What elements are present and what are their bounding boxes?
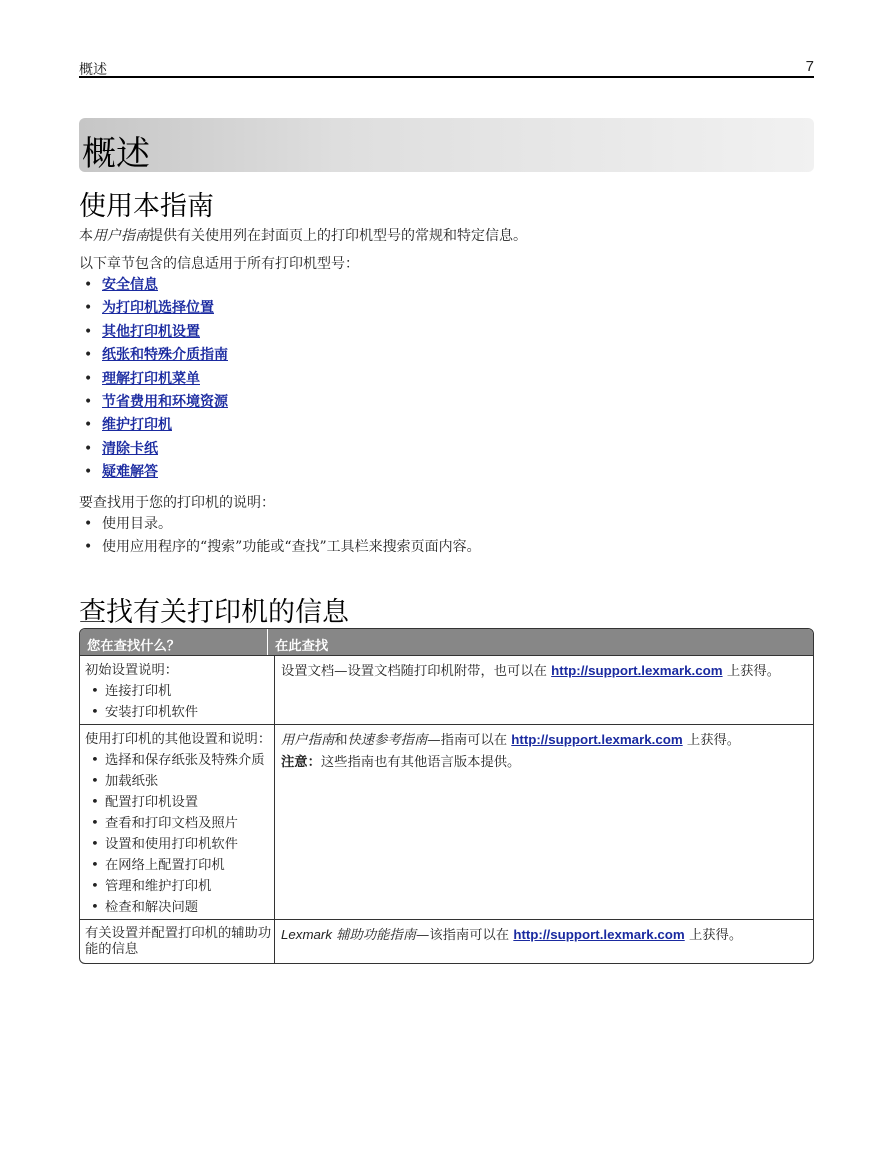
bullet-icon: • [91,753,99,768]
bullet-icon: • [84,277,93,293]
bullet-icon: • [84,539,93,556]
list-item [79,536,481,559]
list-item-text: 配置打印机设置 [105,795,199,810]
list-item-text: 使用应用程序的“搜索”功能或“查找”工具栏来搜索页面内容。 [102,539,481,556]
cell-text: 设置文档—设置文档随打印机附带，也可以在 [281,664,547,679]
bullet-icon: • [84,393,93,410]
bullet-icon: • [84,417,93,434]
list-item [85,702,274,723]
list-item [85,771,274,792]
chapter-link[interactable]: 理解打印机菜单 [102,370,200,387]
running-header-section: 概述 [79,62,107,78]
cell-lead-text: 初始设置说明： [85,663,179,678]
table-cell-what [80,920,275,963]
table-cell-where [275,656,813,724]
list-item [85,750,274,771]
chapter-link[interactable]: 维护打印机 [102,417,172,434]
support-link[interactable]: http://support.lexmark.com [551,663,723,678]
bullet-icon: • [84,300,93,317]
table-row [80,919,813,963]
table-row [80,655,813,724]
bullet-icon: • [91,705,99,720]
bullet-icon: • [84,323,93,340]
support-link[interactable]: http://support.lexmark.com [511,732,683,747]
cell-text: 上获得。 [688,928,743,943]
bullet-icon: • [91,684,99,699]
list-item [79,414,228,437]
cell-paragraph [281,729,813,752]
chapter-link[interactable]: 清除卡纸 [102,440,158,457]
list-item [85,876,274,897]
guide-name: 快速参考指南 [347,733,428,748]
column-header-what: 您在查找什么？ [80,629,268,655]
bullet-icon: • [91,774,99,789]
bullet-icon: • [91,858,99,873]
list-item-text: 查看和打印文档及照片 [105,816,238,831]
table-cell-what [80,656,275,724]
info-table [79,628,814,964]
list-item [79,274,228,297]
cell-list [85,681,274,723]
chapter-title: 概述 [82,134,150,174]
chapter-link-list [79,274,228,485]
chapter-link[interactable]: 疑难解答 [102,464,158,481]
intro-prefix: 本 [79,228,93,244]
running-header [79,58,814,78]
find-intro: 要查找用于您的打印机的说明： [79,495,275,511]
chapter-link[interactable]: 为打印机选择位置 [102,300,214,317]
section-title-using-guide: 使用本指南 [79,191,214,222]
list-item-text: 设置和使用打印机软件 [105,837,238,852]
table-cell-where [275,725,813,919]
note [281,752,813,774]
list-item [85,834,274,855]
intro-guide-name: 用户指南 [93,228,149,244]
find-method-list [79,513,481,560]
table-row [80,724,813,919]
support-link[interactable]: http://support.lexmark.com [513,927,685,942]
cell-lead-text: 使用打印机的其他设置和说明： [85,732,272,747]
bullet-icon: • [84,440,93,457]
list-item [79,297,228,320]
list-item-text: 选择和保存纸张及特殊介质 [105,753,265,768]
chapters-intro: 以下章节包含的信息适用于所有打印机型号： [79,256,359,272]
chapter-link[interactable]: 其他打印机设置 [102,323,200,340]
list-item [85,681,274,702]
list-item [85,813,274,834]
list-item [79,391,228,414]
list-item-text: 检查和解决问题 [105,900,199,915]
chapter-link[interactable]: 安全信息 [102,277,158,293]
table-cell-where [275,920,813,963]
list-item-text: 安装打印机软件 [105,705,199,720]
list-item [79,344,228,367]
chapter-link[interactable]: 纸张和特殊介质指南 [102,347,228,364]
list-item [79,438,228,461]
chapter-link[interactable]: 节省费用和环境资源 [102,393,228,410]
list-item [79,368,228,391]
brand-name: Lexmark [281,927,332,942]
bullet-icon: • [91,816,99,831]
page-number: 7 [805,58,814,75]
cell-text: 和 [334,733,348,748]
section-title-finding-info: 查找有关打印机的信息 [79,597,349,628]
intro-paragraph [79,227,527,245]
guide-name: 用户指南 [281,733,335,748]
column-header-where: 在此查找 [275,639,329,654]
bullet-icon: • [84,347,93,364]
cell-text: 上获得。 [726,664,780,679]
list-item [79,321,228,344]
bullet-icon: • [84,370,93,387]
list-item-text: 加载纸张 [105,774,159,789]
list-item-text: 管理和维护打印机 [105,879,212,894]
intro-suffix: 提供有关使用列在封面页上的打印机型号的常规和特定信息。 [149,228,527,244]
list-item-text: 使用目录。 [102,516,172,532]
chapter-banner [79,118,814,172]
note-label: 注意： [281,755,321,770]
bullet-icon: • [91,900,99,915]
cell-text: 上获得。 [686,733,741,748]
bullet-icon: • [91,795,99,810]
list-item [79,461,228,484]
table-cell-what [80,725,275,919]
guide-name: 辅助功能指南 [336,928,417,943]
cell-text: —指南可以在 [427,733,508,748]
note-text: 这些指南也有其他语言版本提供。 [320,755,521,770]
bullet-icon: • [84,464,93,481]
cell-list [85,750,274,918]
cell-text: —该指南可以在 [416,928,510,943]
bullet-icon: • [84,516,93,532]
list-item-text: 连接打印机 [105,684,172,699]
list-item [85,792,274,813]
list-item [85,855,274,876]
list-item-text: 在网络上配置打印机 [105,858,225,873]
list-item [85,897,274,918]
list-item [79,513,481,536]
bullet-icon: • [91,879,99,894]
table-header [80,629,813,655]
bullet-icon: • [91,837,99,852]
cell-lead-text: 有关设置并配置打印机的辅助功能的信息 [85,926,272,957]
